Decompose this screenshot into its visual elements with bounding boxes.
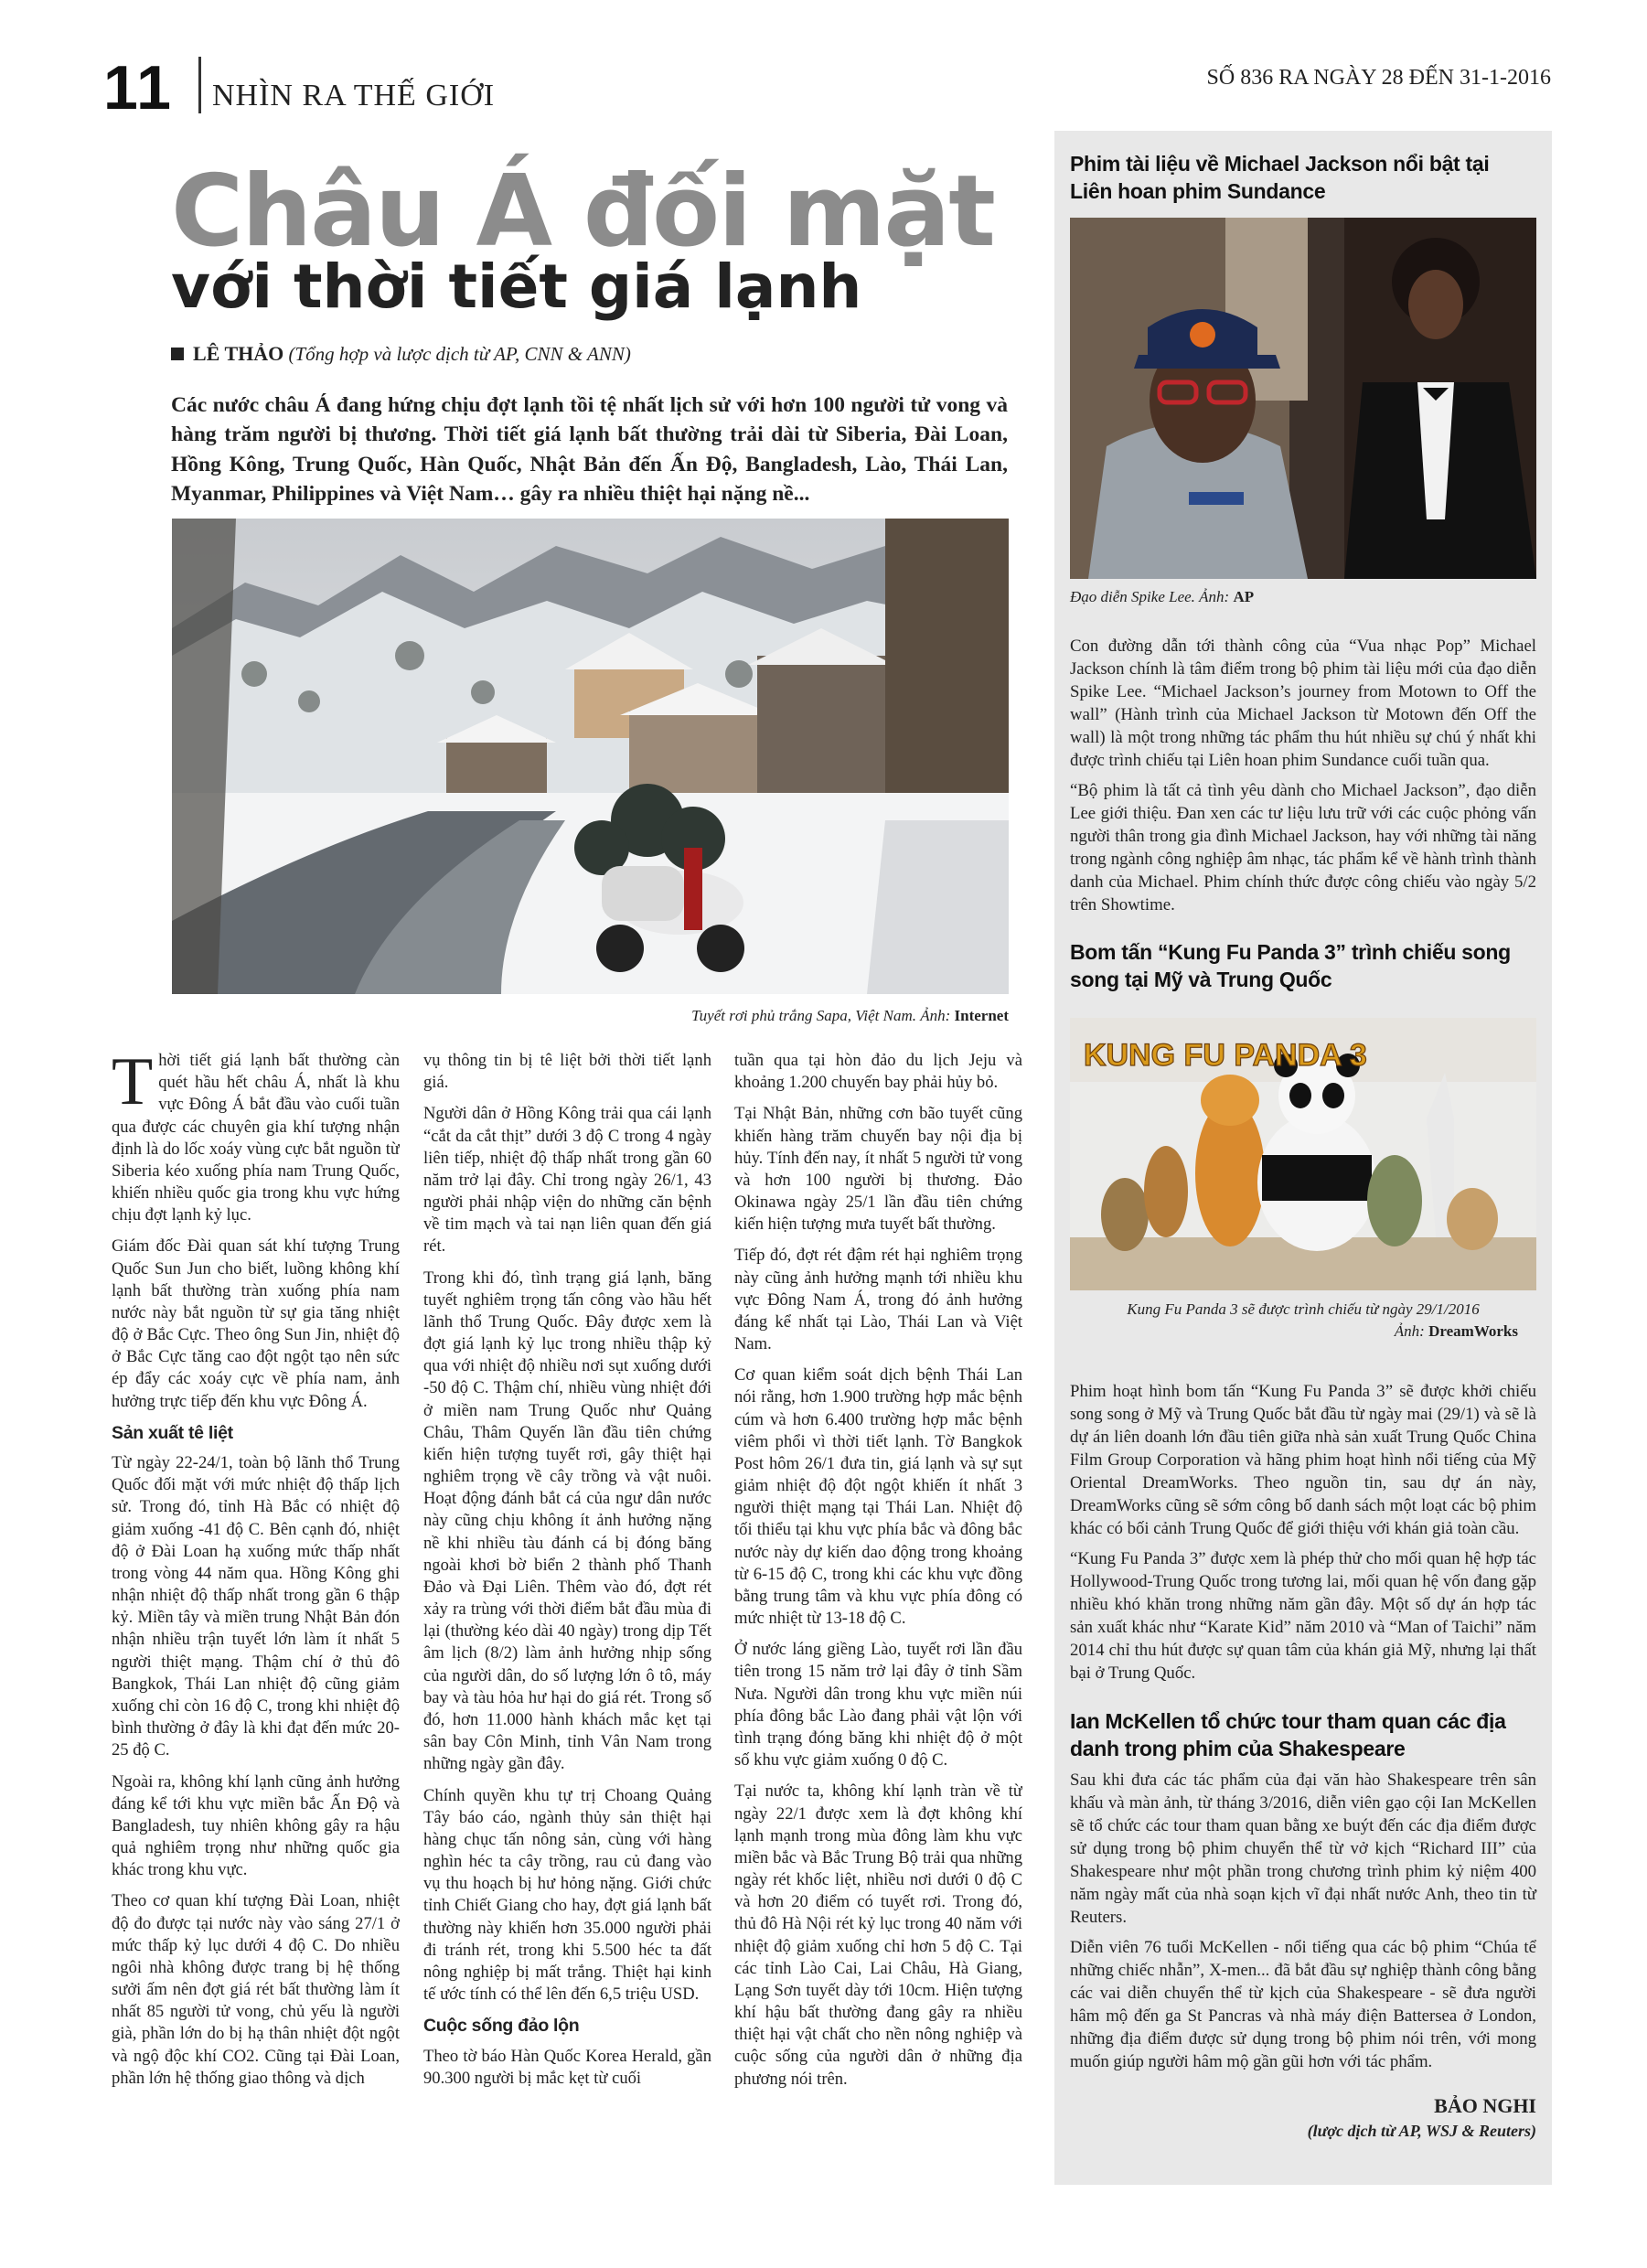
paragraph: Người dân ở Hồng Kông trải qua cái lạnh “cắt da cắt thịt” dưới 3 độ C trong 4 ngày liên tiếp, nhiệt độ thấp nhất trong gần 60 năm trở lại đây. Chỉ trong ngày 26/1, 43 người phải nhập viện do những căn bệnh về tim mạch và tai nạn liên quan đến giá rét. <box>423 1104 711 1257</box>
header-divider <box>198 57 201 113</box>
spike-lee-photo <box>1070 218 1536 579</box>
paragraph: Từ ngày 22-24/1, toàn bộ lãnh thổ Trung Quốc đối mặt với mức nhiệt độ thấp lịch sử. Trong đó, tỉnh Hà Bắc có nhiệt độ giảm xuống -41 độ C. Bên cạnh đó, nhiệt độ ở Đài Loan hạ xuống mức thấp nhất trong vòng 44 năm qua. Hồng Kông ghi nhận nhiệt độ thấp nhất trong gần 6 thập kỷ. Miền tây và miền trung Nhật Bản đón nhận nhiều trận tuyết lớn làm ít nhất 5 người thiệt mạng. Thậm chí ở thủ đô Bangkok, Thái Lan nhiệt độ cũng giảm xuống chỉ còn 16 độ C, trong khi nhiệt độ bình thường ở đây là khi đạt đến mức 20-25 độ C. <box>112 1453 400 1760</box>
kfp-credit-name: DreamWorks <box>1428 1322 1518 1340</box>
paragraph: Tại Nhật Bản, những cơn bão tuyết cũng khiến hàng trăm chuyến bay nội địa bị hủy. Tính đến nay, ít nhất 5 người tử vong và hơn 100 người bị thương. Đảo Okinawa ngày 25/1 lần đầu tiên chứng kiến hiện tượng mưa tuyết bất thường. <box>734 1104 1022 1235</box>
spike-lee-caption-text: Đạo diễn Spike Lee. Ảnh: <box>1070 588 1234 605</box>
article-column-1 <box>112 1050 400 2193</box>
sapa-snow-photo <box>172 519 1009 994</box>
paragraph: Diễn viên 76 tuổi McKellen - nổi tiếng qua các bộ phim “Chúa tể những chiếc nhẫn”, X-men... đã bắt đầu sự nghiệp thành công bằng các vai diễn chuyển thể từ kịch của Shakespeare - sẽ đưa người hâm mộ đến ga St Pancras và nhà máy điện Battersea ở London, những địa điểm được sử dụng trong bộ phim nói trên, với mong muốn giúp người hâm mộ gần gũi hơn với tác phẩm. <box>1070 1937 1536 2071</box>
byline <box>171 342 631 366</box>
spike-lee-illustration <box>1070 218 1536 579</box>
author-note: (Tổng hợp và lược dịch từ AP, CNN & ANN) <box>288 343 631 365</box>
lead-paragraph: Các nước châu Á đang hứng chịu đợt lạnh tồi tệ nhất lịch sử với hơn 100 người tử vong và hàng trăm người bị thương. Thời tiết giá lạnh bất thường trải dài từ Siberia, Đài Loan, Hồng Kông, Trung Quốc, Hàn Quốc, Nhật Bản đến Ấn Độ, Bangladesh, Lào, Thái Lan, Myanmar, Philippines và Việt Nam… gây ra nhiều thiệt hại nặng nề... <box>171 393 1008 507</box>
sidebar-story2-body <box>1070 1381 1536 1693</box>
paragraph: tuần qua tại hòn đảo du lịch Jeju và khoảng 1.200 chuyến bay phải hủy bỏ. <box>734 1051 1022 1093</box>
sidebar-story1-title: Phim tài liệu về Michael Jackson nổi bật tại Liên hoan phim Sundance <box>1070 152 1490 203</box>
sidebar-story1-body <box>1070 636 1536 925</box>
paragraph: Tại nước ta, không khí lạnh tràn về từ ngày 22/1 được xem là đợt không khí lạnh mạnh trong mùa đông làm khu vực miền bắc và Bắc Trung Bộ trải qua những ngày rét khốc liệt, nhiều nơi dưới 0 độ C và hơn 20 điểm có tuyết rơi. Trong đó, thủ đô Hà Nội rét kỷ lục trong 40 năm với nhiệt độ giảm xuống chỉ hơn 5 độ C. Tại các tỉnh Lào Cai, Lai Châu, Hà Giang, Lạng Sơn tuyết dày tới 10cm. Hiện tượng khí hậu bất thường đang gây ra nhiều thiệt hại vật chất cho nền nông nghiệp và cuộc sống của người dân ở những địa phương nói trên. <box>734 1781 1022 2089</box>
sidebar-story3-body <box>1070 1770 1536 2081</box>
photo-caption-text: Tuyết rơi phủ trắng Sapa, Việt Nam. Ảnh: <box>691 1007 955 1024</box>
headline-line1: Châu Á đối mặt <box>171 155 994 269</box>
section-title: NHÌN RA THẾ GIỚI <box>212 79 496 112</box>
paragraph: Sau khi đưa các tác phẩm của đại văn hào Shakespeare trên sân khấu và màn ảnh, từ tháng 3/2016, diễn viên gạo cội Ian McKellen sẽ tổ chức các tour tham quan bằng xe buýt đến các địa điểm được sử dụng trong bộ phim chuyển thể từ vở kịch “Richard III” của Shakespeare như một phần trong chương trình phim kỷ niệm 400 năm ngày mất của nhà soạn kịch vĩ đại nhất nước Anh, theo tin từ Reuters. <box>1070 1771 1536 1927</box>
paragraph: Chính quyền khu tự trị Choang Quảng Tây báo cáo, ngành thủy sản thiệt hại hàng chục tấn nông sản, cùng với hàng nghìn héc ta cây trồng, rau củ đang vào vụ thu hoạch bị hư hỏng nặng. Giới chức tỉnh Chiết Giang cho hay, đợt giá lạnh bất thường này khiến hơn 35.000 người phải đi tránh rét, trong khi 5.500 héc ta đất nông nghiệp bị mất trắng. Thiệt hại kinh tế ước tính có thể lên đến 6,5 triệu USD. <box>423 1785 711 2005</box>
author-name: LÊ THẢO <box>193 342 284 365</box>
article-column-2 <box>423 1050 711 2193</box>
kung-fu-panda-illustration <box>1070 1018 1536 1290</box>
sapa-snow-illustration <box>172 519 1009 994</box>
paragraph: Cơ quan kiểm soát dịch bệnh Thái Lan nói rằng, hơn 1.900 trường hợp mắc bệnh cúm và hơn 6.400 trường hợp mắc bệnh viêm phổi vì thời tiết lạnh. Tờ Bangkok Post hôm 26/1 đưa tin, giá lạnh và sự sụt giảm nhiệt độ đột ngột khiến ít nhất 3 người thiệt mạng tại Thái Lan. Nhiệt độ tối thiểu tại khu vực phía bắc và đông bắc nước này dự kiến dao động trong khoảng từ 6-15 độ C, trong khi các khu vực đồng bằng trung tâm và khu vực phía đông có mức nhiệt từ 13-18 độ C. <box>734 1365 1022 1629</box>
article-column-3 <box>734 1050 1022 2193</box>
kung-fu-panda-poster-text: KUNG FU PANDA 3 <box>1084 1038 1367 1073</box>
subheading: Sản xuất tê liệt <box>112 1422 233 1443</box>
kfp-credit <box>1070 1322 1536 1341</box>
paragraph <box>112 1050 400 1226</box>
paragraph: Theo tờ báo Hàn Quốc Korea Herald, gần 90.300 người bị mắc kẹt từ cuối <box>423 2046 711 2088</box>
paragraph: Theo cơ quan khí tượng Đài Loan, nhiệt độ đo được tại nước này vào sáng 27/1 ở mức thấp kỷ lục dưới 4 độ C. Do nhiều ngôi nhà không được trang bị hệ thống sưởi ấm nên đợt giá rét bất thường làm ít nhất 85 người tử vong, chủ yếu là người già, phần lớn do bị hạ thân nhiệt đột ngột và ngộ độc khí CO2. Cũng tại Đài Loan, phần lớn hệ thống giao thông và dịch <box>112 1891 400 2088</box>
headline-line2: với thời tiết giá lạnh <box>171 251 862 322</box>
paragraph: Tiếp đó, đợt rét đậm rét hại nghiêm trọng này cũng ảnh hưởng mạnh tới nhiều khu vực Đông Nam Á, trong đó ảnh hưởng đáng kể nhất tại Lào, Thái Lan và Việt Nam. <box>734 1246 1022 1354</box>
spike-lee-caption <box>1070 588 1536 606</box>
page-number: 11 <box>103 53 173 123</box>
paragraph: “Kung Fu Panda 3” được xem là phép thử cho mối quan hệ hợp tác Hollywood-Trung Quốc trong tương lai, mối quan hệ vốn đang gặp nhiều khó khăn trong những năm gần đây. Một số dự án hợp tác sản xuất khác như “Karate Kid” năm 2010 và “Man of Taichi” năm 2014 chỉ thu hút được sự quan tâm của khán giả Mỹ, nhưng lại thất bại ở Trung Quốc. <box>1070 1548 1536 1683</box>
paragraph: Giám đốc Đài quan sát khí tượng Trung Quốc Sun Jun cho biết, luồng không khí lạnh bất thường tràn xuống phía nam nước này bắt nguồn từ sự gia tăng nhiệt độ ở Bắc Cực. Theo ông Sun Jin, nhiệt độ ở Bắc Cực tăng cao đột ngột tạo nên sức ép đẩy các xoáy cực về phía nam, ảnh hưởng trực tiếp đến khu vực Đông Á. <box>112 1236 400 1411</box>
spike-lee-credit: AP <box>1233 588 1255 605</box>
paragraph: Ở nước láng giềng Lào, tuyết rơi lần đầu tiên trong 15 năm trở lại đây ở tỉnh Sầm Nưa. Người dân trong khu vực miền núi phía đông bắc Lào đang phải vật lộn với tình trạng đóng băng khi nhiệt độ ở một số khu vực giảm xuống 0 độ C. <box>734 1640 1022 1771</box>
paragraph: “Bộ phim là tất cả tình yêu dành cho Michael Jackson”, đạo diễn Lee giới thiệu. Đan xen các tư liệu lưu trữ với các cuộc phỏng vấn người thân trong gia đình Michael Jackson, hay với những tài năng trong ngành công nghiệp âm nhạc, tác phẩm kể về hành trình thành danh của Michael. Phim chính thức được công chiếu vào ngày 5/2 trên Showtime. <box>1070 780 1536 915</box>
photo-caption <box>172 1007 1009 1025</box>
sidebar-author-note: (lược dịch từ AP, WSJ & Reuters) <box>1307 2122 1536 2140</box>
paragraph: Phim hoạt hình bom tấn “Kung Fu Panda 3” sẽ được khởi chiếu song song ở Mỹ và Trung Quốc bắt đầu từ ngày mai (29/1) và sẽ là dự án liên doanh lớn đầu tiên giữa nhà sản xuất Trung Quốc China Film Group Corporation và hãng phim hoạt hình nổi tiếng của Mỹ Oriental DreamWorks. Theo nguồn tin, sau dự án này, DreamWorks cũng sẽ sớm công bố danh sách một loạt các bộ phim khác có bối cảnh Trung Quốc để giới thiệu với khán giả toàn cầu. <box>1070 1382 1536 1538</box>
paragraph: vụ thông tin bị tê liệt bởi thời tiết lạnh giá. <box>423 1051 711 1093</box>
issue-info: SỐ 836 RA NGÀY 28 ĐẾN 31-1-2016 <box>1206 66 1551 90</box>
paragraph: Trong khi đó, tình trạng giá lạnh, băng tuyết nghiêm trọng tấn công vào hầu hết lãnh thổ Trung Quốc. Đây được xem là đợt giá lạnh kỷ lục trong nhiều thập kỷ qua với nhiệt độ nhiều nơi sụt xuống dưới -50 độ C. Thậm chí, nhiều vùng nhiệt đới ở miền nam Trung Quốc như Quảng Châu, Thâm Quyến lần đầu tiên chứng kiến hiện tượng tuyết rơi, gây thiệt hại nghiêm trọng về cây trồng và vật nuôi. Hoạt động đánh bắt cá của ngư dân nước này cũng chịu không ít ảnh hưởng nặng nề khi nhiều tàu đánh cá bị đóng băng ngoài khơi bờ biển 2 thành phố Thanh Đảo và Đại Liên. Thêm vào đó, đợt rét xảy ra trùng với thời điểm bắt đầu mùa đi lại (thường kéo dài 40 ngày) trong dịp Tết âm lịch (8/2) làm ảnh hưởng nhịp sống của người dân, do số lượng lớn ô tô, máy bay và tàu hỏa hư hại do giá rét. Trong số đó, hơn 11.000 hành khách mắc kẹt tại sân bay Côn Minh, tỉnh Vân Nam trong những ngày gần đây. <box>423 1268 711 1774</box>
dropcap: T <box>112 1050 154 1119</box>
kfp-credit-label: Ảnh: <box>1394 1322 1429 1340</box>
kfp-caption: Kung Fu Panda 3 sẽ được trình chiếu từ ngày 29/1/2016 <box>1127 1300 1480 1318</box>
sidebar-story3-title: Ian McKellen tổ chức tour tham quan các địa danh trong phim của Shakespeare <box>1070 1709 1506 1760</box>
paragraph-text: hời tiết giá lạnh bất thường càn quét hầu hết châu Á, nhất là khu vực Đông Á bắt đầu vào cuối tuần qua được các chuyên gia khí tượng nhận định là do lốc xoáy vùng cực bắt nguồn từ Siberia kéo xuống phía nam Trung Quốc, khiến nhiều quốc gia trong khu vực hứng chịu đợt lạnh kỷ lục. <box>112 1051 400 1225</box>
byline-square-icon <box>171 348 184 360</box>
subheading: Cuộc sống đảo lộn <box>423 2016 580 2037</box>
sidebar-story2-title: Bom tấn “Kung Fu Panda 3” trình chiếu song song tại Mỹ và Trung Quốc <box>1070 940 1511 991</box>
kung-fu-panda-poster <box>1070 1018 1536 1290</box>
paragraph: Ngoài ra, không khí lạnh cũng ảnh hưởng đáng kể tới khu vực miền bắc Ấn Độ và Bangladesh, tuy nhiên không gây ra hậu quả nghiêm trọng như những quốc gia khác trong khu vực. <box>112 1771 400 1880</box>
sidebar-author: BẢO NGHI <box>1434 2094 1536 2117</box>
photo-credit: Internet <box>954 1007 1009 1024</box>
paragraph: Con đường dẫn tới thành công của “Vua nhạc Pop” Michael Jackson chính là tâm điểm trong bộ phim tài liệu mới của đạo diễn Spike Lee. “Michael Jackson’s journey from Motown to Off the wall” (Hành trình của Michael Jackson từ Motown đến Off the wall) là một trong những tác phẩm thu hút nhiều sự chú ý nhất khi được trình chiếu tại Liên hoan phim Sundance cuối tuần qua. <box>1070 637 1536 770</box>
